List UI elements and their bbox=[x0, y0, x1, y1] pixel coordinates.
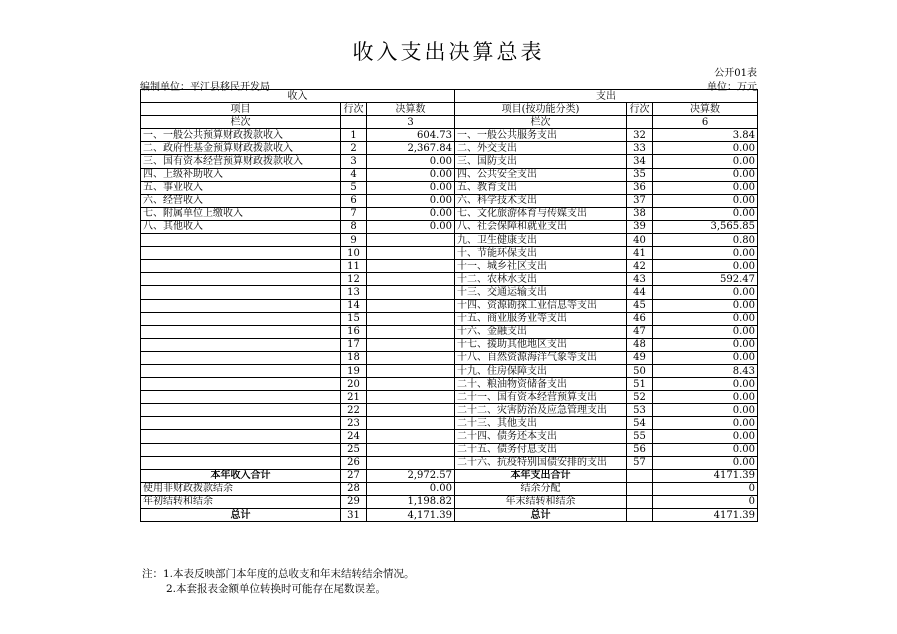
income-amount bbox=[367, 417, 455, 430]
income-row-number: 6 bbox=[341, 194, 367, 207]
table-row bbox=[141, 168, 758, 181]
expense-row-number: 57 bbox=[627, 456, 653, 469]
expense-amount: 0.00 bbox=[653, 312, 758, 325]
income-row-number: 18 bbox=[341, 351, 367, 364]
income-item bbox=[141, 325, 341, 338]
expense-row-number: 33 bbox=[627, 142, 653, 155]
income-item: 六、经营收入 bbox=[141, 194, 341, 207]
expense-item: 十四、资源勘探工业信息等支出 bbox=[455, 299, 627, 312]
income-amount: 0.00 bbox=[367, 168, 455, 181]
income-amount: 0.00 bbox=[367, 181, 455, 194]
expense-item: 二十、粮油物资储备支出 bbox=[455, 378, 627, 391]
income-item bbox=[141, 299, 341, 312]
expense-item: 十五、商业服务业等支出 bbox=[455, 312, 627, 325]
summary-income-row-number: 29 bbox=[341, 495, 367, 508]
expense-item: 六、科学技术支出 bbox=[455, 194, 627, 207]
expense-amount: 0.00 bbox=[653, 443, 758, 456]
table-row bbox=[141, 391, 758, 404]
expense-row-number: 54 bbox=[627, 417, 653, 430]
income-row-number: 23 bbox=[341, 417, 367, 430]
expense-row-number: 32 bbox=[627, 129, 653, 142]
income-amount: 0.00 bbox=[367, 207, 455, 220]
expense-item: 二、外交支出 bbox=[455, 142, 627, 155]
column-header-row bbox=[141, 103, 758, 116]
expense-amount: 0.80 bbox=[653, 234, 758, 247]
expense-row-number: 43 bbox=[627, 273, 653, 286]
expense-amount: 0.00 bbox=[653, 391, 758, 404]
table-row bbox=[141, 443, 758, 456]
expense-row-number: 48 bbox=[627, 338, 653, 351]
income-item bbox=[141, 417, 341, 430]
income-amount: 0.00 bbox=[367, 194, 455, 207]
compiling-unit: 编制单位：平江县移民开发局 bbox=[140, 82, 270, 93]
income-row-number: 9 bbox=[341, 234, 367, 247]
income-item bbox=[141, 364, 341, 377]
income-row-number: 20 bbox=[341, 378, 367, 391]
income-col-label: 栏次 bbox=[141, 116, 341, 129]
expense-row-number: 52 bbox=[627, 391, 653, 404]
table-row bbox=[141, 273, 758, 286]
table-row bbox=[141, 181, 758, 194]
expense-item: 一、一般公共服务支出 bbox=[455, 129, 627, 142]
income-row-number: 10 bbox=[341, 247, 367, 260]
summary-expense-amount: 4171.39 bbox=[653, 509, 758, 522]
expense-amount: 0.00 bbox=[653, 404, 758, 417]
expense-amount: 0.00 bbox=[653, 378, 758, 391]
table-row bbox=[141, 417, 758, 430]
income-row-number: 1 bbox=[341, 129, 367, 142]
income-row-number: 12 bbox=[341, 273, 367, 286]
table-row bbox=[141, 351, 758, 364]
income-amount: 0.00 bbox=[367, 220, 455, 233]
expense-item: 五、教育支出 bbox=[455, 181, 627, 194]
income-row-number: 13 bbox=[341, 286, 367, 299]
expense-item: 十八、自然资源海洋气象等支出 bbox=[455, 351, 627, 364]
summary-expense-item: 本年支出合计 bbox=[455, 469, 627, 482]
expense-amount: 0.00 bbox=[653, 247, 758, 260]
footnotes bbox=[142, 567, 415, 597]
income-item: 三、国有资本经营预算财政拨款收入 bbox=[141, 155, 341, 168]
expense-item-header: 项目(按功能分类) bbox=[455, 103, 627, 116]
income-amount bbox=[367, 312, 455, 325]
summary-income-item: 年初结转和结余 bbox=[141, 495, 341, 508]
income-amount bbox=[367, 325, 455, 338]
income-item bbox=[141, 404, 341, 417]
expense-item: 十三、交通运输支出 bbox=[455, 286, 627, 299]
table-row bbox=[141, 234, 758, 247]
expense-row-number: 39 bbox=[627, 220, 653, 233]
expense-amount: 0.00 bbox=[653, 351, 758, 364]
expense-item: 十、节能环保支出 bbox=[455, 247, 627, 260]
income-amount bbox=[367, 391, 455, 404]
income-amount bbox=[367, 286, 455, 299]
form-number: 公开01表 bbox=[714, 68, 757, 79]
table-row bbox=[141, 129, 758, 142]
expense-amount: 0.00 bbox=[653, 155, 758, 168]
summary-expense-item: 结余分配 bbox=[455, 482, 627, 495]
expense-col-label: 栏次 bbox=[455, 116, 627, 129]
income-amount: 0.00 bbox=[367, 155, 455, 168]
expense-amount: 0.00 bbox=[653, 142, 758, 155]
section-header-row bbox=[141, 90, 758, 103]
expense-col-empty bbox=[627, 116, 653, 129]
income-item: 七、附属单位上缴收入 bbox=[141, 207, 341, 220]
table-row bbox=[141, 247, 758, 260]
expense-amount: 0.00 bbox=[653, 456, 758, 469]
income-item bbox=[141, 378, 341, 391]
expense-row-number: 37 bbox=[627, 194, 653, 207]
income-row-number: 22 bbox=[341, 404, 367, 417]
income-item bbox=[141, 351, 341, 364]
income-amount bbox=[367, 234, 455, 247]
expense-row-number: 53 bbox=[627, 404, 653, 417]
table-row bbox=[141, 430, 758, 443]
summary-row bbox=[141, 509, 758, 522]
expense-item: 四、公共安全支出 bbox=[455, 168, 627, 181]
table-row bbox=[141, 456, 758, 469]
summary-expense-row-number bbox=[627, 509, 653, 522]
summary-income-item: 使用非财政拨款结余 bbox=[141, 482, 341, 495]
expense-row-number: 45 bbox=[627, 299, 653, 312]
income-amount bbox=[367, 351, 455, 364]
table-row bbox=[141, 207, 758, 220]
table-row bbox=[141, 338, 758, 351]
page-title: 收入支出决算总表 bbox=[352, 40, 545, 64]
summary-income-amount: 1,198.82 bbox=[367, 495, 455, 508]
expense-item: 十一、城乡社区支出 bbox=[455, 260, 627, 273]
expense-row-number: 46 bbox=[627, 312, 653, 325]
income-amount: 2,367.84 bbox=[367, 142, 455, 155]
table-row bbox=[141, 325, 758, 338]
income-amount bbox=[367, 273, 455, 286]
summary-income-item: 本年收入合计 bbox=[141, 469, 341, 482]
expense-row-number: 47 bbox=[627, 325, 653, 338]
income-amount bbox=[367, 364, 455, 377]
summary-expense-amount: 0 bbox=[653, 482, 758, 495]
expense-row-number: 44 bbox=[627, 286, 653, 299]
income-rowno-header: 行次 bbox=[341, 103, 367, 116]
table-row bbox=[141, 312, 758, 325]
expense-row-number: 36 bbox=[627, 181, 653, 194]
income-amount bbox=[367, 299, 455, 312]
expense-item: 三、国防支出 bbox=[455, 155, 627, 168]
expense-amount: 0.00 bbox=[653, 430, 758, 443]
income-amount bbox=[367, 456, 455, 469]
income-col-index: 3 bbox=[367, 116, 455, 129]
expense-item: 九、卫生健康支出 bbox=[455, 234, 627, 247]
expense-amount: 3,565.85 bbox=[653, 220, 758, 233]
expense-item: 二十三、其他支出 bbox=[455, 417, 627, 430]
summary-row bbox=[141, 469, 758, 482]
expense-rowno-header: 行次 bbox=[627, 103, 653, 116]
income-item bbox=[141, 260, 341, 273]
income-amount bbox=[367, 404, 455, 417]
table-row bbox=[141, 378, 758, 391]
income-header: 收入 bbox=[141, 90, 455, 103]
summary-income-item: 总计 bbox=[141, 509, 341, 522]
expense-amount: 3.84 bbox=[653, 129, 758, 142]
expense-item: 二十六、抗疫特别国债安排的支出 bbox=[455, 456, 627, 469]
income-item bbox=[141, 312, 341, 325]
expense-amount-header: 决算数 bbox=[653, 103, 758, 116]
income-amount: 604.73 bbox=[367, 129, 455, 142]
table-row bbox=[141, 220, 758, 233]
column-index-row bbox=[141, 116, 758, 129]
income-item: 八、其他收入 bbox=[141, 220, 341, 233]
income-item bbox=[141, 456, 341, 469]
summary-income-amount: 4,171.39 bbox=[367, 509, 455, 522]
income-item-header: 项目 bbox=[141, 103, 341, 116]
income-row-number: 19 bbox=[341, 364, 367, 377]
expense-row-number: 40 bbox=[627, 234, 653, 247]
income-amount bbox=[367, 430, 455, 443]
income-amount bbox=[367, 247, 455, 260]
summary-income-amount: 0.00 bbox=[367, 482, 455, 495]
table-row bbox=[141, 155, 758, 168]
expense-item: 十六、金融支出 bbox=[455, 325, 627, 338]
summary-income-row-number: 28 bbox=[341, 482, 367, 495]
summary-expense-amount: 0 bbox=[653, 495, 758, 508]
expense-row-number: 35 bbox=[627, 168, 653, 181]
income-row-number: 21 bbox=[341, 391, 367, 404]
summary-expense-row-number bbox=[627, 469, 653, 482]
income-item: 五、事业收入 bbox=[141, 181, 341, 194]
summary-row bbox=[141, 495, 758, 508]
expense-row-number: 34 bbox=[627, 155, 653, 168]
income-row-number: 7 bbox=[341, 207, 367, 220]
expense-amount: 0.00 bbox=[653, 260, 758, 273]
income-row-number: 17 bbox=[341, 338, 367, 351]
income-row-number: 4 bbox=[341, 168, 367, 181]
expense-row-number: 56 bbox=[627, 443, 653, 456]
summary-expense-item: 年末结转和结余 bbox=[455, 495, 627, 508]
income-item: 二、政府性基金预算财政拨款收入 bbox=[141, 142, 341, 155]
expense-amount: 0.00 bbox=[653, 417, 758, 430]
income-amount bbox=[367, 378, 455, 391]
table-row bbox=[141, 142, 758, 155]
income-row-number: 25 bbox=[341, 443, 367, 456]
summary-income-amount: 2,972.57 bbox=[367, 469, 455, 482]
income-item bbox=[141, 286, 341, 299]
summary-income-row-number: 27 bbox=[341, 469, 367, 482]
table-row bbox=[141, 364, 758, 377]
expense-item: 二十一、国有资本经营预算支出 bbox=[455, 391, 627, 404]
income-row-number: 16 bbox=[341, 325, 367, 338]
expense-amount: 0.00 bbox=[653, 299, 758, 312]
table-row bbox=[141, 404, 758, 417]
expense-item: 十二、农林水支出 bbox=[455, 273, 627, 286]
income-item bbox=[141, 430, 341, 443]
income-amount bbox=[367, 338, 455, 351]
expense-amount: 0.00 bbox=[653, 338, 758, 351]
footnote-1: 注：1.本表反映部门本年度的总收支和年末结转结余情况。 bbox=[142, 568, 415, 580]
expense-item: 十七、援助其他地区支出 bbox=[455, 338, 627, 351]
summary-expense-item: 总计 bbox=[455, 509, 627, 522]
income-row-number: 11 bbox=[341, 260, 367, 273]
income-item bbox=[141, 234, 341, 247]
expense-row-number: 41 bbox=[627, 247, 653, 260]
expense-amount: 0.00 bbox=[653, 181, 758, 194]
income-item bbox=[141, 338, 341, 351]
income-row-number: 3 bbox=[341, 155, 367, 168]
income-item bbox=[141, 391, 341, 404]
expense-item: 二十五、债务付息支出 bbox=[455, 443, 627, 456]
income-item bbox=[141, 247, 341, 260]
expense-amount: 0.00 bbox=[653, 325, 758, 338]
expense-amount: 0.00 bbox=[653, 207, 758, 220]
summary-row bbox=[141, 482, 758, 495]
income-row-number: 14 bbox=[341, 299, 367, 312]
table-row bbox=[141, 194, 758, 207]
expense-item: 二十四、债务还本支出 bbox=[455, 430, 627, 443]
income-row-number: 2 bbox=[341, 142, 367, 155]
income-row-number: 8 bbox=[341, 220, 367, 233]
expense-item: 二十二、灾害防治及应急管理支出 bbox=[455, 404, 627, 417]
expense-amount: 8.43 bbox=[653, 364, 758, 377]
income-item bbox=[141, 443, 341, 456]
expense-item: 十九、住房保障支出 bbox=[455, 364, 627, 377]
income-row-number: 5 bbox=[341, 181, 367, 194]
budget-table bbox=[140, 89, 758, 522]
income-item bbox=[141, 273, 341, 286]
summary-expense-amount: 4171.39 bbox=[653, 469, 758, 482]
income-item: 一、一般公共预算财政拨款收入 bbox=[141, 129, 341, 142]
summary-income-row-number: 31 bbox=[341, 509, 367, 522]
currency-unit: 单位：万元 bbox=[707, 82, 757, 93]
footnote-2: 2.本套报表金额单位转换时可能存在尾数误差。 bbox=[166, 583, 387, 595]
income-item: 四、上级补助收入 bbox=[141, 168, 341, 181]
expense-item: 八、社会保障和就业支出 bbox=[455, 220, 627, 233]
expense-amount: 592.47 bbox=[653, 273, 758, 286]
expense-col-index: 6 bbox=[653, 116, 758, 129]
income-col-empty bbox=[341, 116, 367, 129]
income-row-number: 26 bbox=[341, 456, 367, 469]
expense-header: 支出 bbox=[455, 90, 758, 103]
expense-row-number: 51 bbox=[627, 378, 653, 391]
expense-row-number: 55 bbox=[627, 430, 653, 443]
table-row bbox=[141, 299, 758, 312]
summary-expense-row-number bbox=[627, 482, 653, 495]
summary-expense-row-number bbox=[627, 495, 653, 508]
expense-row-number: 42 bbox=[627, 260, 653, 273]
table-row bbox=[141, 260, 758, 273]
expense-item: 七、文化旅游体育与传媒支出 bbox=[455, 207, 627, 220]
expense-amount: 0.00 bbox=[653, 194, 758, 207]
income-amount bbox=[367, 443, 455, 456]
expense-amount: 0.00 bbox=[653, 286, 758, 299]
table-row bbox=[141, 286, 758, 299]
income-row-number: 15 bbox=[341, 312, 367, 325]
expense-amount: 0.00 bbox=[653, 168, 758, 181]
expense-row-number: 49 bbox=[627, 351, 653, 364]
income-row-number: 24 bbox=[341, 430, 367, 443]
income-amount-header: 决算数 bbox=[367, 103, 455, 116]
expense-row-number: 50 bbox=[627, 364, 653, 377]
expense-row-number: 38 bbox=[627, 207, 653, 220]
income-amount bbox=[367, 260, 455, 273]
